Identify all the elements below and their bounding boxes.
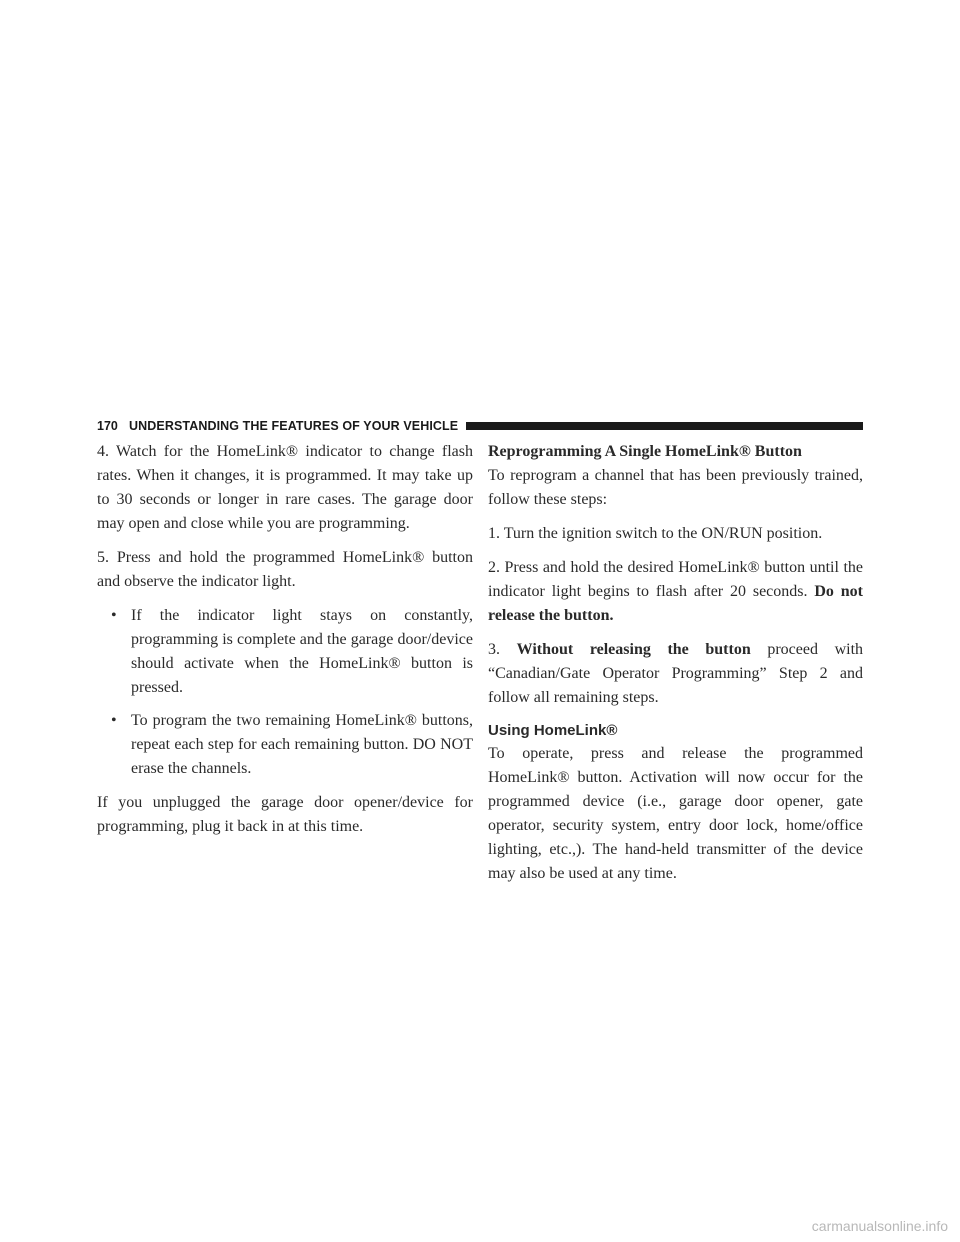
bullet-list — [97, 604, 473, 781]
page-header — [97, 418, 863, 434]
step-5: 5. Press and hold the programmed HomeLink® button and observe the indicator light. — [97, 549, 473, 590]
step-4: 4. Watch for the HomeLink® indicator to change flash rates. When it changes, it is programmed. It may take up to 30 seconds or longer in rare cases. The garage door may open and close while you are programming. — [97, 443, 473, 532]
page-number: 170 — [97, 419, 118, 433]
step-2-text: 2. Press and hold the desired HomeLink® button until the indicator light begins to flash after 20 seconds. — [488, 559, 863, 600]
bullet-item — [97, 709, 473, 781]
step-3-emphasis: Without releasing the button — [516, 641, 751, 658]
bullet-dot-icon: • — [111, 607, 117, 624]
bullet-text: If the indicator light stays on constantly, programming is complete and the garage door/device should activate when the HomeLink® button is pressed. — [131, 607, 473, 696]
step-2-warning: Do not release the button. — [488, 583, 863, 624]
step-1: 1. Turn the ignition switch to the ON/RUN position. — [488, 525, 823, 542]
left-column — [97, 440, 473, 849]
header-rule — [466, 422, 863, 430]
watermark: carmanualsonline.info — [811, 1218, 948, 1234]
step-3-text: proceed with “Canadian/Gate Operator Programming” Step 2 and follow all remaining steps. — [488, 641, 864, 706]
reprogram-heading: Reprogramming A Single HomeLink® Button — [488, 443, 802, 460]
bullet-item — [97, 604, 473, 700]
bullet-dot-icon: • — [111, 712, 117, 729]
bullet-text: To program the two remaining HomeLink® buttons, repeat each step for each remaining button. DO NOT erase the channels. — [131, 712, 473, 777]
section-title: UNDERSTANDING THE FEATURES OF YOUR VEHICLE — [129, 419, 459, 433]
right-column — [488, 440, 863, 896]
step-3 — [488, 638, 863, 710]
using-heading: Using HomeLink® — [488, 722, 618, 739]
reprogram-intro: To reprogram a channel that has been previously trained, follow these steps: — [488, 467, 863, 508]
using-paragraph: To operate, press and release the programmed HomeLink® button. Activation will now occur for the programmed device (i.e., garage door opener, gate operator, security system, entry door lock, home/office lighting, etc.,). The hand-held transmitter of the device may also be used at any time. — [488, 745, 863, 882]
step-2 — [488, 556, 863, 628]
closing-paragraph: If you unplugged the garage door opener/device for programming, plug it back in at this time. — [97, 794, 473, 835]
step-3-number: 3. — [488, 641, 500, 658]
